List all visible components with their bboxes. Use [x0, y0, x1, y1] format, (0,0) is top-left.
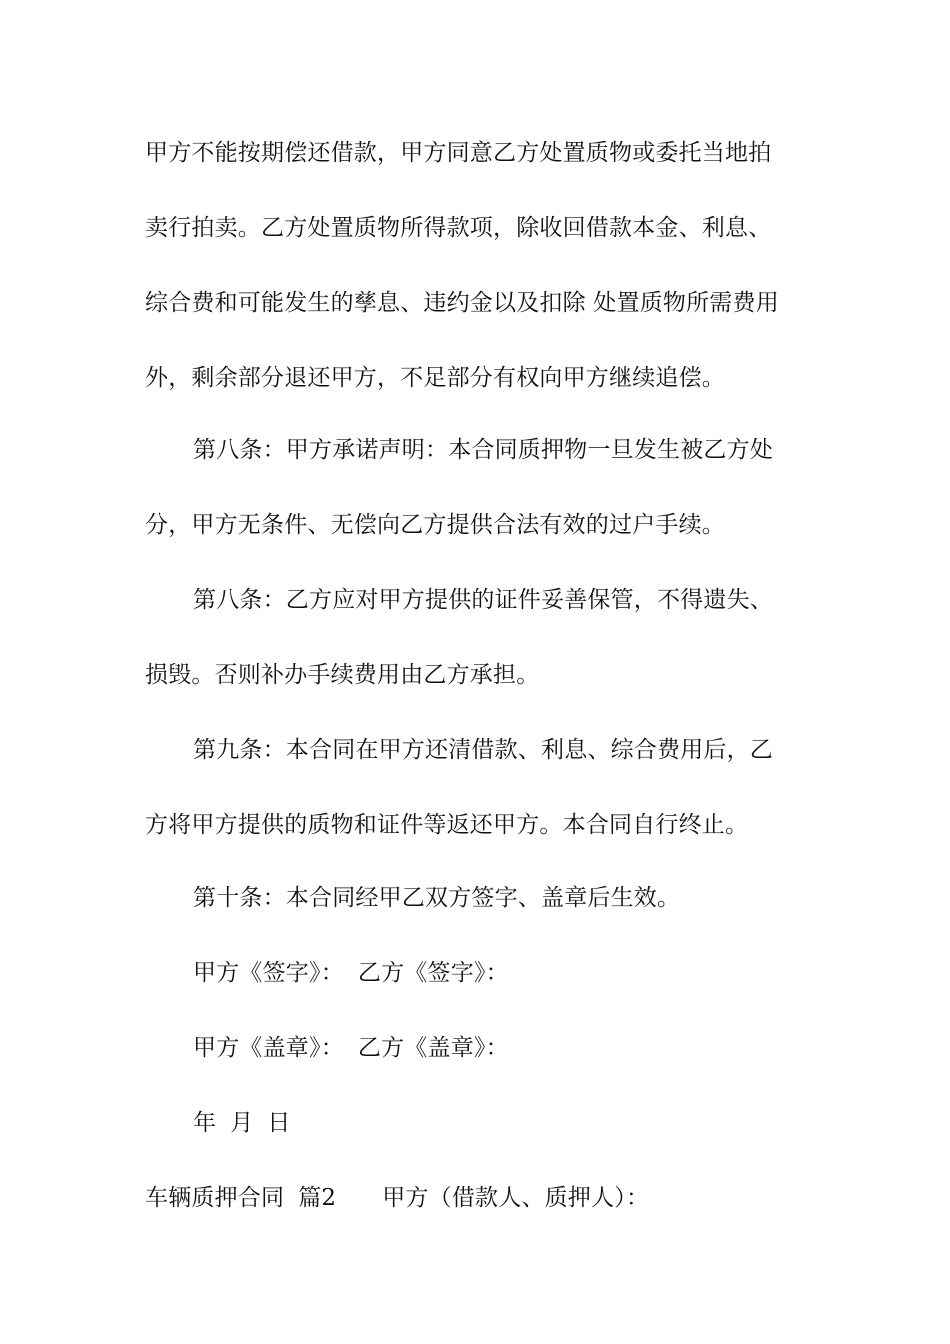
- paragraph-line: 外，剩余部分退还甲方，不足部分有权向甲方继续追偿。: [145, 365, 725, 391]
- party-b-signature-label: 乙方《签字》：: [357, 960, 509, 986]
- paragraph-line: 综合费和可能发生的孳息、违约金以及扣除 处置质物所需费用: [145, 290, 779, 316]
- party-a-seal-label: 甲方《盖章》：: [193, 1035, 344, 1061]
- seal-line: [193, 1033, 873, 1063]
- date-year: 年: [193, 1110, 217, 1136]
- article-9-line: 第九条：本合同在甲方还清借款、利息、综合费用后，乙: [193, 737, 773, 763]
- date-month: 月: [230, 1110, 254, 1136]
- party-a-signature-label: 甲方《签字》：: [193, 960, 344, 986]
- section-2-party-a: 甲方（借款人、质押人）：: [382, 1185, 650, 1211]
- article-8b-line: 第八条：乙方应对甲方提供的证件妥善保管，不得遗失、: [193, 587, 773, 613]
- party-b-seal-label: 乙方《盖章》：: [357, 1035, 509, 1061]
- section-2-part: 篇2: [298, 1185, 337, 1211]
- section-2-title: 车辆质押合同: [145, 1185, 285, 1211]
- paragraph-line: 卖行拍卖。乙方处置质物所得款项，除收回借款本金、利息、: [145, 215, 772, 241]
- article-10-line: 第十条：本合同经甲乙双方签字、盖章后生效。: [193, 885, 681, 911]
- article-8-line: 分，甲方无条件、无偿向乙方提供合法有效的过户手续。: [145, 512, 725, 538]
- article-8b-line: 损毁。否则补办手续费用由乙方承担。: [145, 662, 540, 688]
- article-8-line: 第八条：甲方承诺声明：本合同质押物一旦发生被乙方处: [193, 437, 773, 463]
- signature-line: [193, 958, 873, 988]
- article-9-line: 方将甲方提供的质物和证件等返还甲方。本合同自行终止。: [145, 812, 749, 838]
- paragraph-line: 甲方不能按期偿还借款，甲方同意乙方处置质物或委托当地拍: [145, 140, 772, 166]
- date-line: [193, 1108, 873, 1138]
- date-day: 日: [267, 1110, 291, 1136]
- section-2-heading: [145, 1183, 825, 1213]
